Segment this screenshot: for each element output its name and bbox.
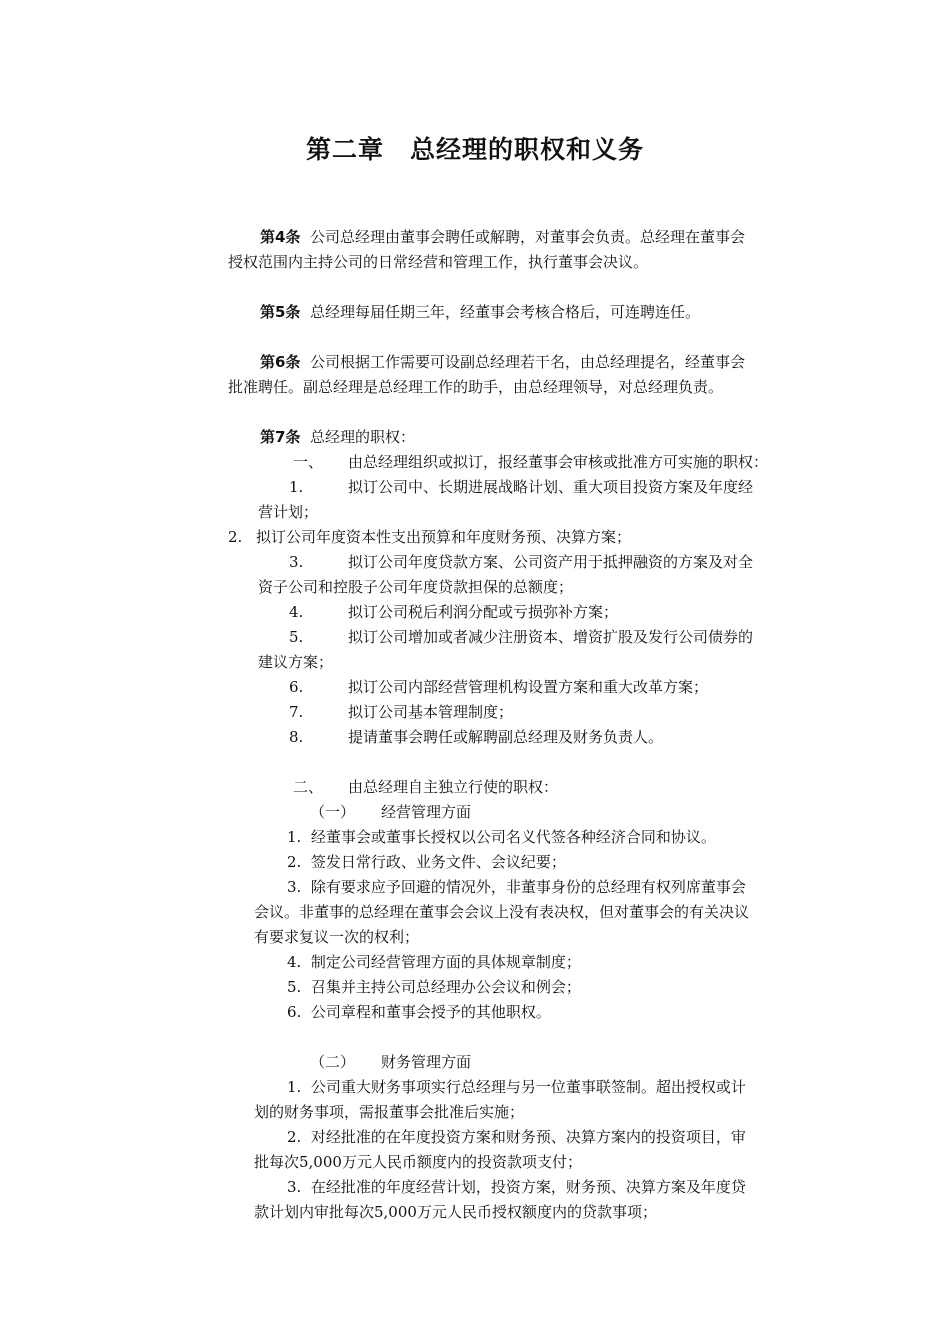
list-item-text-continued: 款计划内审批每次5,000万元人民币授权额度内的贷款事项； xyxy=(254,1203,657,1221)
section-2-text: 由总经理自主独立行使的职权： xyxy=(348,778,559,796)
list-item xyxy=(287,1127,746,1147)
list-item-number: 7. xyxy=(289,703,304,721)
article-7-line-1 xyxy=(260,427,415,447)
article-6-line-1 xyxy=(260,352,745,372)
list-item xyxy=(287,1177,746,1197)
list-item-text-continued: 营计划； xyxy=(258,503,319,521)
list-item-text: 制定公司经营管理方面的具体规章制度； xyxy=(310,953,581,971)
list-item xyxy=(287,977,581,997)
list-item-text: 提请董事会聘任或解聘副总经理及财务负责人。 xyxy=(348,728,664,746)
subsection-2-text: 财务管理方面 xyxy=(381,1053,472,1071)
list-item-number: 8. xyxy=(289,728,304,746)
article-5-label: 第5条 xyxy=(260,303,301,321)
list-item xyxy=(287,827,716,847)
article-5-text-1: 总经理每届任期三年，经董事会考核合格后，可连聘连任。 xyxy=(309,303,700,321)
list-item-text: 对经批准的在年度投资方案和财务预、决算方案内的投资项目，审 xyxy=(310,1128,746,1146)
article-4-label: 第4条 xyxy=(260,228,301,246)
subsection-1-text: 经营管理方面 xyxy=(381,803,472,821)
article-4-text-1: 公司总经理由董事会聘任或解聘，对董事会负责。总经理在董事会 xyxy=(309,228,745,246)
list-item-number: 2. xyxy=(287,1128,302,1146)
list-item-number: 1. xyxy=(287,1078,302,1096)
list-item-number: 1. xyxy=(287,828,302,846)
subsection-2-number: （二） xyxy=(310,1053,356,1071)
list-item-text-continued: 划的财务事项，需报董事会批准后实施； xyxy=(254,1103,525,1121)
list-item-text-continued: 会议。非董事的总经理在董事会会议上没有表决权，但对董事会的有关决议 xyxy=(254,903,750,921)
list-item-number: 5. xyxy=(287,978,302,996)
list-item-number: 3. xyxy=(289,553,304,571)
list-item-text: 拟订公司基本管理制度； xyxy=(348,703,514,721)
article-6-label: 第6条 xyxy=(260,353,301,371)
list-item-text: 在经批准的年度经营计划，投资方案，财务预、决算方案及年度贷 xyxy=(310,1178,746,1196)
article-7-text-1: 总经理的职权： xyxy=(309,428,415,446)
list-item-text: 签发日常行政、业务文件、会议纪要； xyxy=(310,853,566,871)
section-1-text: 由总经理组织或拟订，报经董事会审核或批准方可实施的职权： xyxy=(348,453,769,471)
list-item-text-continued: 有要求复议一次的权利； xyxy=(254,928,420,946)
list-item-text: 公司章程和董事会授予的其他职权。 xyxy=(310,1003,551,1021)
list-item-number: 6. xyxy=(287,1003,302,1021)
list-item-number: 4. xyxy=(287,953,302,971)
subsection-1-number: （一） xyxy=(310,803,356,821)
list-item-text-continued: 建议方案； xyxy=(258,653,334,671)
list-item-text: 拟订公司中、长期进展战略计划、重大项目投资方案及年度经 xyxy=(348,478,754,496)
article-7-label: 第7条 xyxy=(260,428,301,446)
list-item-number: 2. xyxy=(287,853,302,871)
list-item-number: 4. xyxy=(289,603,304,621)
list-item-text: 拟订公司年度资本性支出预算和年度财务预、决算方案； xyxy=(256,528,632,546)
chapter-title: 第二章 总经理的职权和义务 xyxy=(305,135,644,164)
list-item-number: 3. xyxy=(287,1178,302,1196)
list-item xyxy=(287,852,566,872)
list-item-text-continued: 资子公司和控股子公司年度贷款担保的总额度； xyxy=(258,578,574,596)
list-item xyxy=(287,1002,551,1022)
article-4-line-1 xyxy=(260,227,745,247)
list-item-text: 除有要求应予回避的情况外，非董事身份的总经理有权列席董事会 xyxy=(310,878,746,896)
list-item-text: 公司重大财务事项实行总经理与另一位董事联签制。超出授权或计 xyxy=(310,1078,746,1096)
list-item xyxy=(287,952,581,972)
list-item-text: 拟订公司内部经营管理机构设置方案和重大改革方案； xyxy=(348,678,709,696)
list-item-text-continued: 批每次5,000万元人民币额度内的投资款项支付； xyxy=(254,1153,582,1171)
list-item-number: 6. xyxy=(289,678,304,696)
list-item-number: 1. xyxy=(289,478,304,496)
article-4-line-2: 授权范围内主持公司的日常经营和管理工作，执行董事会决议。 xyxy=(228,253,649,271)
article-6-line-2: 批准聘任。副总经理是总经理工作的助手，由总经理领导，对总经理负责。 xyxy=(228,378,724,396)
list-item-text: 拟订公司税后利润分配或亏损弥补方案； xyxy=(348,603,619,621)
list-item xyxy=(287,1077,746,1097)
list-item-text: 经董事会或董事长授权以公司名义代签各种经济合同和协议。 xyxy=(310,828,716,846)
list-item-text: 拟订公司增加或者减少注册资本、增资扩股及发行公司债券的 xyxy=(348,628,754,646)
list-item-text: 拟订公司年度贷款方案、公司资产用于抵押融资的方案及对全 xyxy=(348,553,754,571)
list-item-number: 3. xyxy=(287,878,302,896)
article-5-line-1 xyxy=(260,302,700,322)
list-item-number: 2. xyxy=(228,528,243,546)
list-item xyxy=(287,877,746,897)
section-2-number: 二、 xyxy=(293,778,324,796)
list-item-text: 召集并主持公司总经理办公会议和例会； xyxy=(310,978,581,996)
section-1-number: 一、 xyxy=(293,453,324,471)
article-6-text-1: 公司根据工作需要可设副总经理若干名，由总经理提名，经董事会 xyxy=(309,353,745,371)
list-item-number: 5. xyxy=(289,628,304,646)
